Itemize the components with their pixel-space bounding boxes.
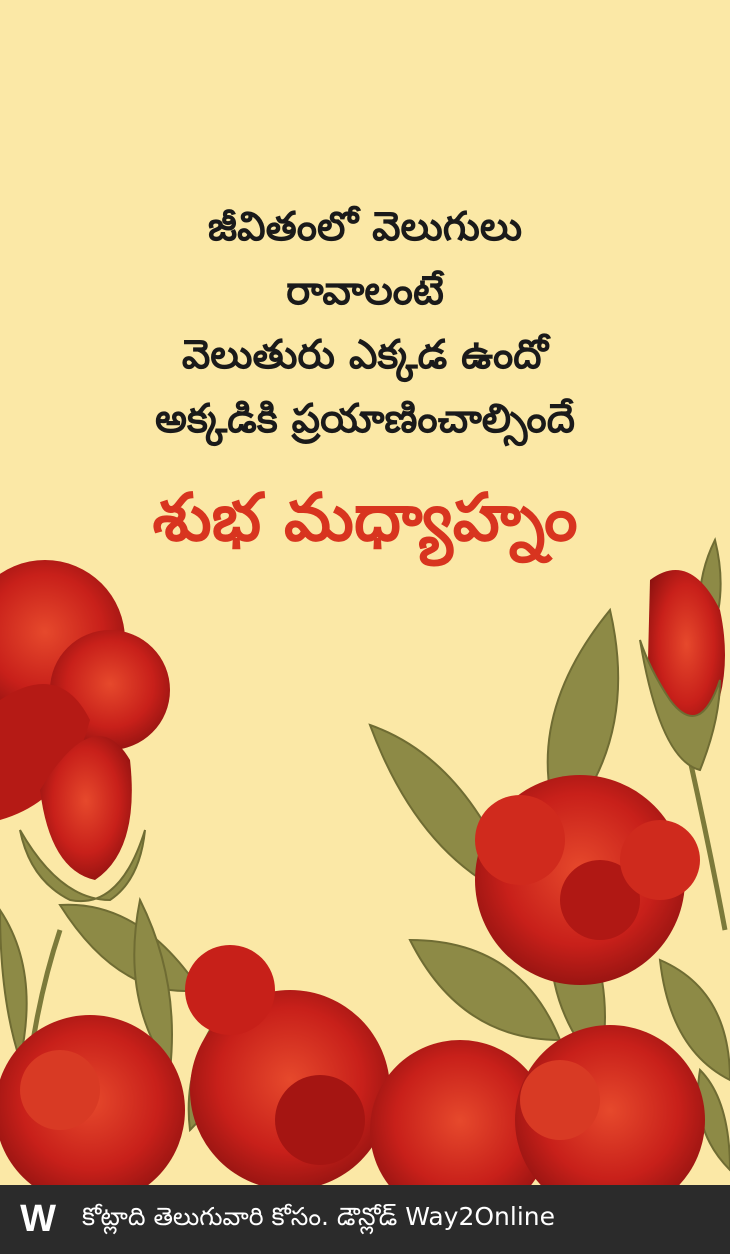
greeting-title: శుభ మధ్యాహ్నం xyxy=(152,479,578,556)
quote-line-3: వెలుతురు ఎక్కడ ఉందో xyxy=(181,332,549,378)
quote-line-2: రావాలంటే xyxy=(286,268,444,314)
quote-line-4: అక్కడికి ప్రయాణించాల్సిందే xyxy=(155,396,575,442)
app-footer-banner[interactable] xyxy=(0,1185,730,1254)
footer-promo-text: కోట్లాది తెలుగువారి కోసం. డౌన్లోడ్ Way2Online xyxy=(82,1201,556,1231)
quote-text xyxy=(0,195,730,451)
way2online-logo-icon: W xyxy=(20,1198,56,1240)
quote-line-1: జీవితంలో వెలుగులు xyxy=(207,204,523,250)
